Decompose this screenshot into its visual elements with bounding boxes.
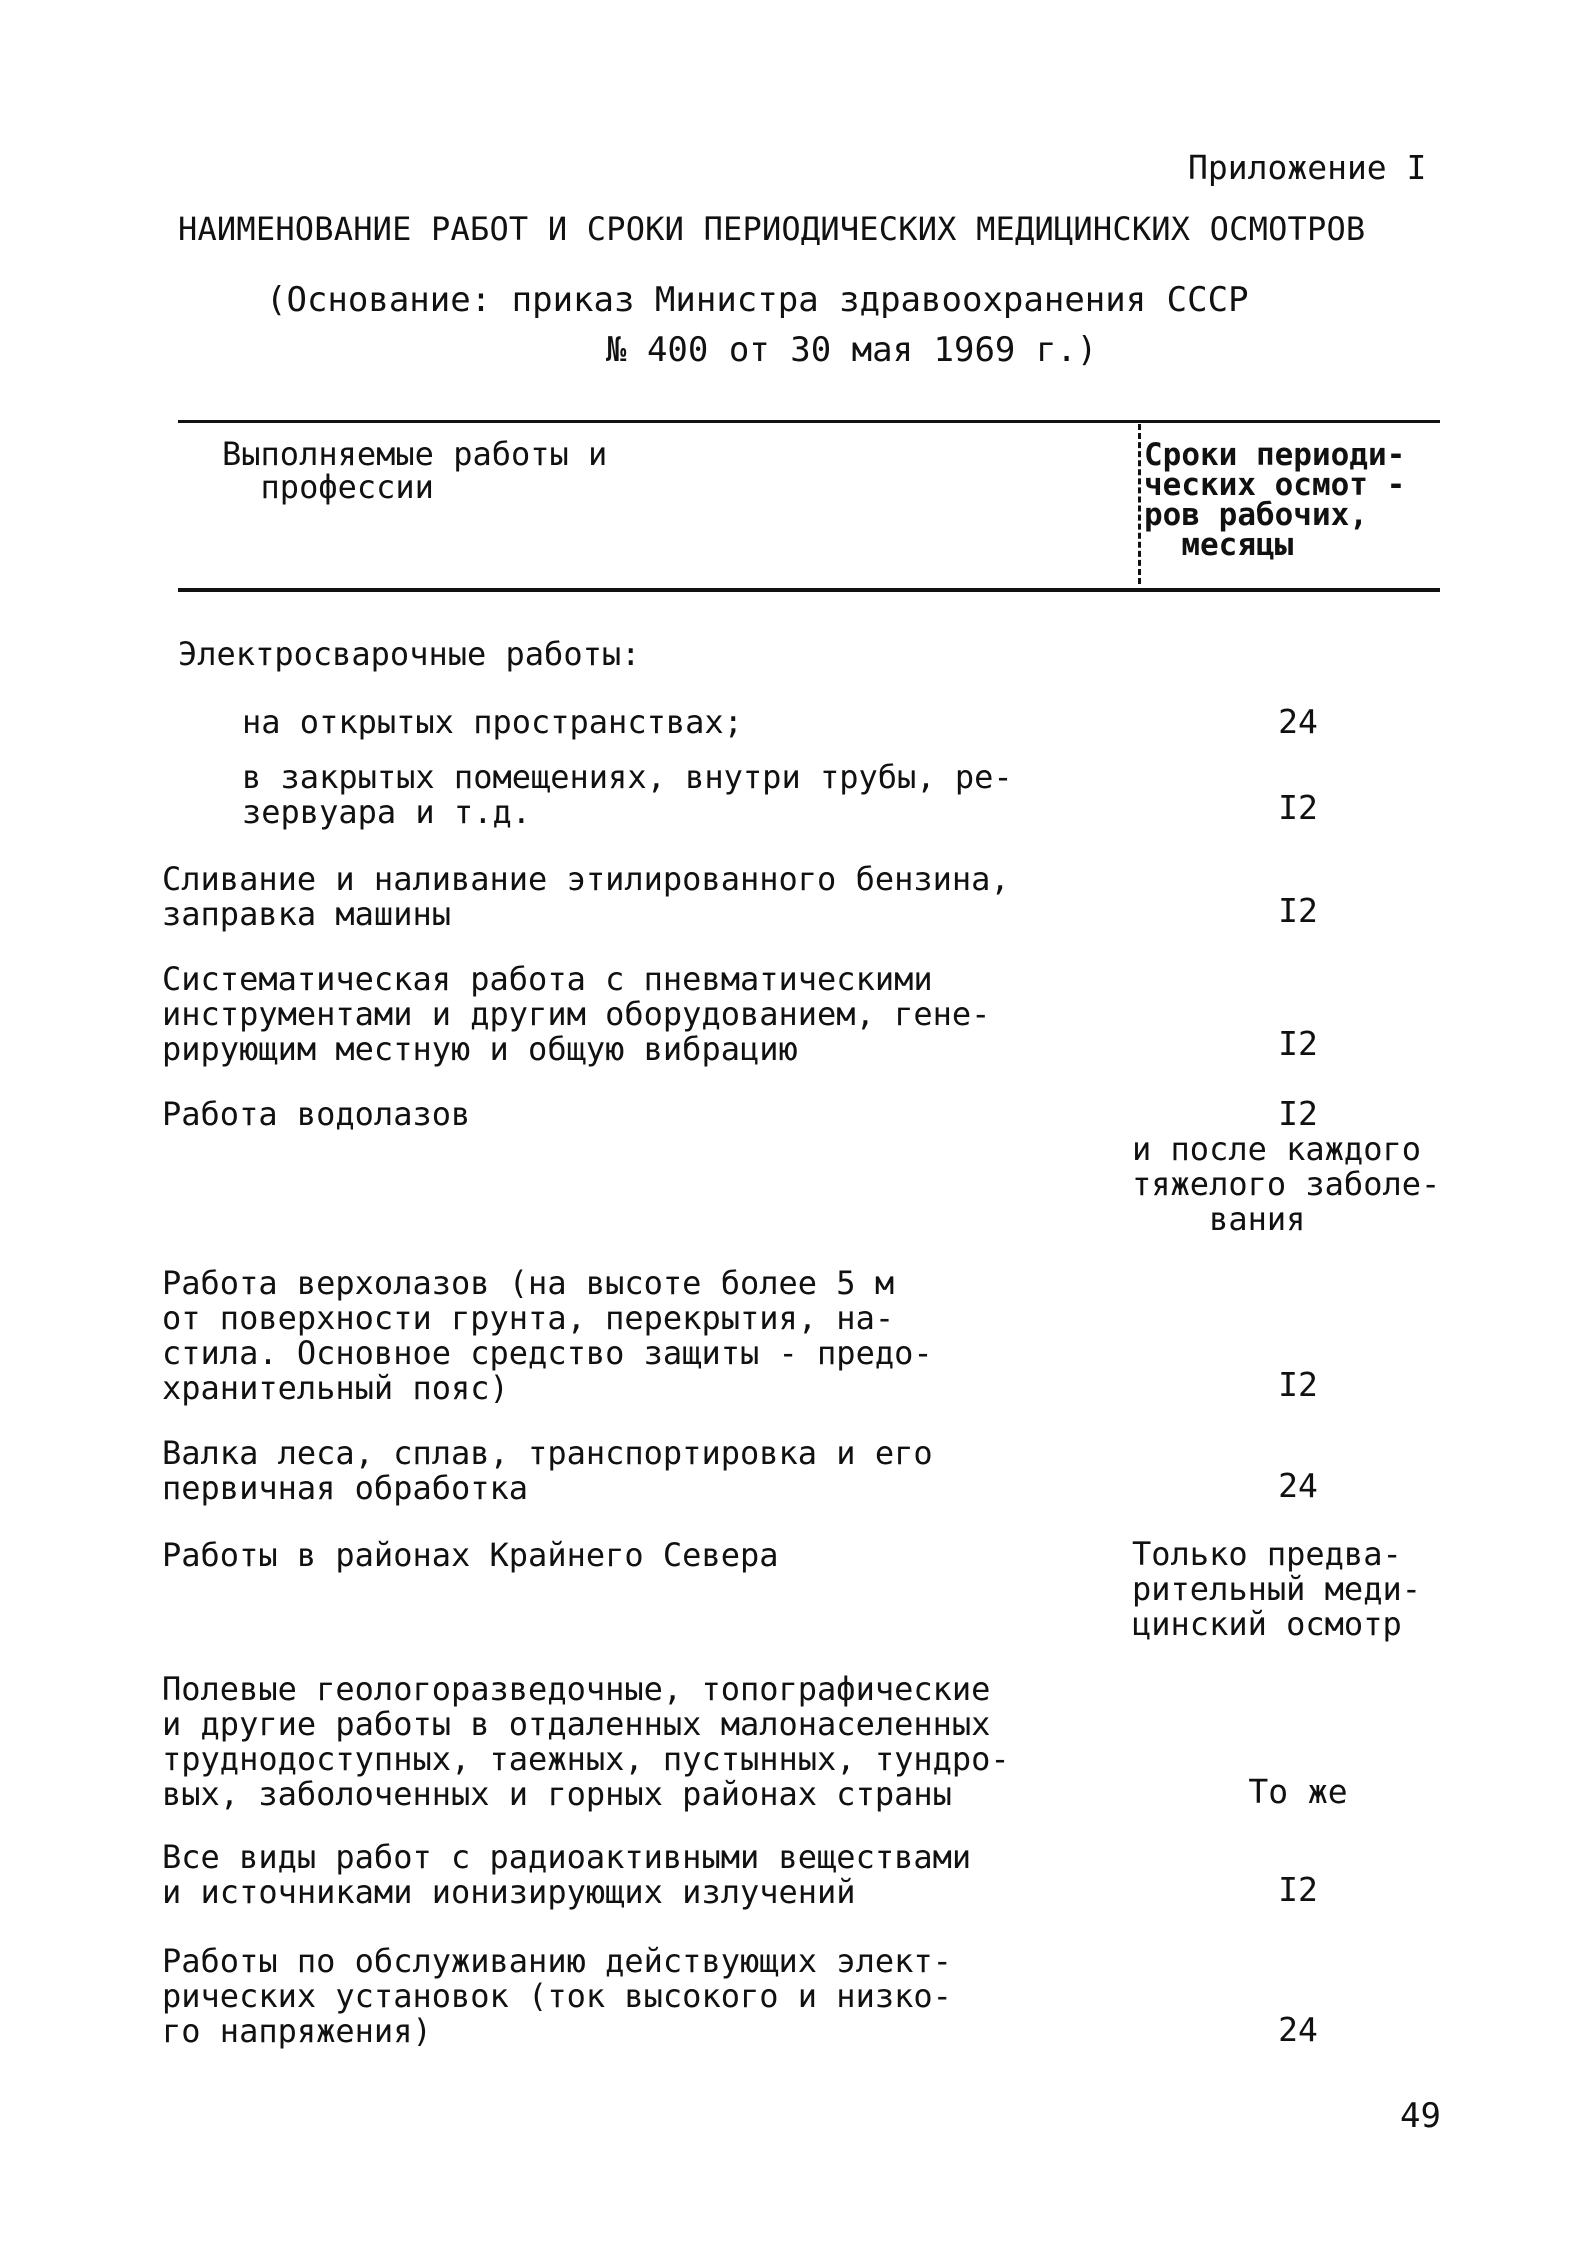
table-row-11-term: 24 bbox=[1278, 2010, 1318, 2049]
table-row-3-term: I2 bbox=[1278, 891, 1318, 930]
table-row-10-work: Все виды работ с радиоактивными веществами и источниками ионизирующих излучений bbox=[162, 1838, 972, 1911]
column-header-term: Сроки периоди- ческих осмот - ров рабочих, месяцы bbox=[1144, 437, 1406, 563]
table-row-8-work: Работы в районах Крайнего Севера bbox=[162, 1536, 779, 1574]
table-row-2-work: в закрытых помещениях, внутри трубы, ре- зервуара и т.д. bbox=[242, 758, 1013, 831]
table-row-11-work: Работы по обслуживанию действующих элект- рических установок (ток высокого и низко- го напряжения) bbox=[162, 1942, 952, 2050]
table-row-10-term: I2 bbox=[1278, 1870, 1318, 1909]
table-row-9-work: Полевые геологоразведочные, топографические и другие работы в отдаленных малонаселенных труднодоступных, таежных, пустынных, тундро- вых, заболоченных и горных районах страны bbox=[162, 1670, 1010, 1813]
table-row-1-work: на открытых пространствах; bbox=[242, 703, 743, 741]
table-row-6-term: I2 bbox=[1278, 1365, 1318, 1404]
table-row-9-term: То же bbox=[1248, 1772, 1348, 1811]
table-row-1-term: 24 bbox=[1278, 702, 1318, 741]
table-row-4-work: Систематическая работа с пневматическими инструментами и другим оборудованием, гене- рирующим местную и общую вибрацию bbox=[162, 960, 991, 1068]
table-row-3-work: Сливание и наливание этилированного бензина, заправка машины bbox=[162, 860, 1010, 933]
table-row-2-term: I2 bbox=[1278, 788, 1318, 827]
table-row-0-work: Электросварочные работы: bbox=[178, 635, 641, 673]
table-row-5-term-note: и после каждого тяжелого заболе- вания bbox=[1132, 1130, 1441, 1238]
table-row-5-work: Работа водолазов bbox=[162, 1095, 471, 1133]
page-title: НАИМЕНОВАНИЕ РАБОТ И СРОКИ ПЕРИОДИЧЕСКИХ МЕДИЦИНСКИХ ОСМОТРОВ bbox=[178, 210, 1366, 248]
table-row-7-term: 24 bbox=[1278, 1466, 1318, 1505]
table-row-7-work: Валка леса, сплав, транспортировка и его первичная обработка bbox=[162, 1434, 933, 1507]
header-column-divider bbox=[1138, 424, 1141, 584]
table-row-8-term: Только предва- рительный меди- цинский осмотр bbox=[1132, 1535, 1421, 1643]
table-top-rule bbox=[178, 420, 1440, 423]
basis-line-2: № 400 от 30 мая 1969 г.) bbox=[606, 330, 1098, 370]
page-number: 49 bbox=[1400, 2096, 1441, 2136]
table-header-bottom-rule bbox=[178, 588, 1440, 592]
column-header-work: Выполняемые работы и профессии bbox=[222, 435, 608, 506]
table-row-4-term: I2 bbox=[1278, 1024, 1318, 1063]
appendix-label: Приложение I bbox=[1188, 148, 1427, 187]
table-row-5-term: I2 bbox=[1278, 1094, 1318, 1133]
table-row-6-work: Работа верхолазов (на высоте более 5 м от поверхности грунта, перекрытия, на- стила. Основное средство защиты - предо- хранительный пояс) bbox=[162, 1264, 933, 1407]
basis-line-1: (Основание: приказ Министра здравоохранения СССР bbox=[266, 280, 1249, 320]
